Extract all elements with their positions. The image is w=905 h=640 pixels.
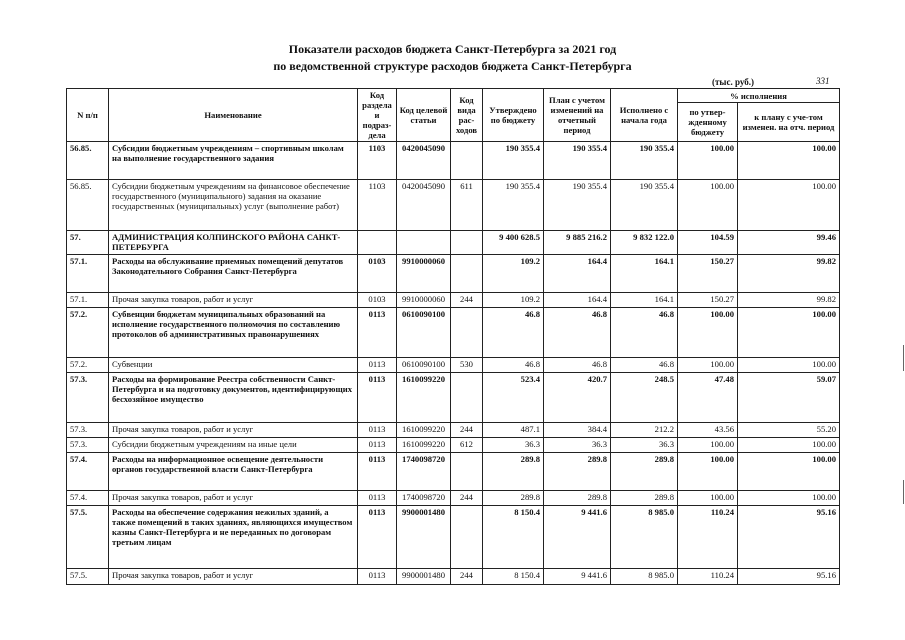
cell-approved: 289.8 [483,491,544,506]
cell-plan: 164.4 [544,293,611,308]
cell-target: 1740098720 [397,453,451,491]
header-target: Код целевой статьи [397,89,451,142]
cell-done: 164.1 [611,255,678,293]
cell-pct-approved: 110.24 [678,506,738,569]
cell-target: 1610099220 [397,438,451,453]
cell-section: 1103 [358,180,397,231]
cell-num: 57.3. [67,373,109,423]
cell-name: Расходы на информационное освещение деятельности органов государственной власти Санкт-Петербурга [109,453,358,491]
header-type: Код вида рас-ходов [451,89,483,142]
header-plan: План с учетом изменений на отчетный период [544,89,611,142]
header-name: Наименование [109,89,358,142]
cell-target [397,231,451,255]
cell-num: 57.5. [67,506,109,569]
cell-done: 190 355.4 [611,142,678,180]
table-row [67,255,840,293]
cell-num: 56.85. [67,180,109,231]
table-row [67,180,840,231]
cell-section: 1103 [358,142,397,180]
cell-target: 0420045090 [397,142,451,180]
cell-done: 289.8 [611,491,678,506]
cell-name: Прочая закупка товаров, работ и услуг [109,491,358,506]
cell-target: 9910000060 [397,255,451,293]
table-header [67,89,840,142]
cell-plan: 9 441.6 [544,506,611,569]
cell-pct-approved: 47.48 [678,373,738,423]
cell-plan: 164.4 [544,255,611,293]
cell-approved: 289.8 [483,453,544,491]
cell-section: 0113 [358,453,397,491]
table-row [67,308,840,358]
cell-plan: 289.8 [544,491,611,506]
cell-pct-approved: 100.00 [678,438,738,453]
cell-approved: 46.8 [483,358,544,373]
cell-done: 248.5 [611,373,678,423]
table-row [67,373,840,423]
cell-num: 57.5. [67,569,109,585]
cell-section: 0113 [358,308,397,358]
table-row [67,231,840,255]
cell-type [451,373,483,423]
table-row [67,438,840,453]
table-row [67,491,840,506]
cell-name: Субсидии бюджетным учреждениям на финансовое обеспечение государственного (муниципального) задания на оказание государственных (муниципальных) услуг (выполнение работ) [109,180,358,231]
cell-num: 57.3. [67,423,109,438]
cell-num: 57.1. [67,255,109,293]
page-number: 331 [816,76,830,86]
cell-pct-plan: 99.82 [738,255,840,293]
cell-target: 1740098720 [397,491,451,506]
cell-type [451,142,483,180]
cell-target: 0610090100 [397,358,451,373]
expenses-table [66,88,840,585]
cell-name: Прочая закупка товаров, работ и услуг [109,569,358,585]
cell-pct-approved: 100.00 [678,491,738,506]
cell-pct-plan: 100.00 [738,438,840,453]
cell-pct-plan: 100.00 [738,308,840,358]
cell-done: 212.2 [611,423,678,438]
cell-name: Расходы на формирование Реестра собственности Санкт-Петербурга и на подготовку документов, идентифицирующих бесхозяйное имущество [109,373,358,423]
cell-section: 0113 [358,438,397,453]
cell-section: 0113 [358,358,397,373]
cell-plan: 289.8 [544,453,611,491]
cell-pct-approved: 100.00 [678,358,738,373]
header-section: Код раздела и подраз-дела [358,89,397,142]
cell-plan: 36.3 [544,438,611,453]
margin-mark [903,480,904,504]
cell-done: 8 985.0 [611,569,678,585]
cell-section: 0113 [358,373,397,423]
cell-section: 0113 [358,569,397,585]
cell-type [451,453,483,491]
cell-approved: 46.8 [483,308,544,358]
cell-section: 0113 [358,423,397,438]
cell-plan: 9 885 216.2 [544,231,611,255]
cell-pct-plan: 100.00 [738,180,840,231]
cell-pct-plan: 100.00 [738,358,840,373]
cell-pct-plan: 100.00 [738,491,840,506]
cell-type: 244 [451,569,483,585]
cell-section: 0103 [358,255,397,293]
cell-type [451,308,483,358]
header-num: N п/п [67,89,109,142]
table-body [67,142,840,585]
cell-pct-approved: 150.27 [678,293,738,308]
cell-section: 0103 [358,293,397,308]
cell-pct-approved: 150.27 [678,255,738,293]
cell-pct-approved: 100.00 [678,180,738,231]
cell-target: 0610090100 [397,308,451,358]
header-pct-approved: по утвер-жденному бюджету [678,103,738,142]
cell-pct-plan: 99.82 [738,293,840,308]
cell-approved: 190 355.4 [483,142,544,180]
cell-plan: 384.4 [544,423,611,438]
cell-approved: 523.4 [483,373,544,423]
cell-type: 530 [451,358,483,373]
cell-section: 0113 [358,506,397,569]
cell-type [451,231,483,255]
header-pct: % исполнения [678,89,840,103]
cell-pct-plan: 100.00 [738,142,840,180]
cell-name: Субсидии бюджетным учреждениям на иные цели [109,438,358,453]
cell-num: 57.2. [67,308,109,358]
cell-plan: 46.8 [544,308,611,358]
table-row [67,569,840,585]
cell-pct-plan: 95.16 [738,569,840,585]
cell-approved: 190 355.4 [483,180,544,231]
cell-pct-approved: 100.00 [678,453,738,491]
cell-num: 57.4. [67,491,109,506]
document-title-line1: Показатели расходов бюджета Санкт-Петербурга за 2021 год [288,42,617,56]
table-row [67,453,840,491]
header-done: Исполнено с начала года [611,89,678,142]
cell-done: 8 985.0 [611,506,678,569]
cell-name: Прочая закупка товаров, работ и услуг [109,423,358,438]
cell-target: 9910000060 [397,293,451,308]
cell-approved: 487.1 [483,423,544,438]
cell-num: 57.3. [67,438,109,453]
cell-plan: 46.8 [544,358,611,373]
units-label: (тыс. руб.) [712,77,754,87]
cell-done: 46.8 [611,358,678,373]
cell-pct-approved: 100.00 [678,308,738,358]
cell-num: 57.1. [67,293,109,308]
table-row [67,423,840,438]
cell-type: 612 [451,438,483,453]
margin-mark [903,345,904,371]
cell-num: 57.4. [67,453,109,491]
cell-type: 611 [451,180,483,231]
cell-target: 9900001480 [397,569,451,585]
cell-approved: 8 150.4 [483,569,544,585]
cell-target: 1610099220 [397,423,451,438]
table-row [67,293,840,308]
cell-done: 36.3 [611,438,678,453]
cell-plan: 190 355.4 [544,142,611,180]
cell-pct-approved: 110.24 [678,569,738,585]
table-row [67,142,840,180]
cell-type [451,506,483,569]
cell-name: Субвенции бюджетам муниципальных образований на исполнение государственного полномочия по составлению протоколов об административных правонарушениях [109,308,358,358]
cell-target: 0420045090 [397,180,451,231]
cell-done: 46.8 [611,308,678,358]
cell-approved: 109.2 [483,293,544,308]
cell-type: 244 [451,423,483,438]
cell-name: Субвенции [109,358,358,373]
cell-pct-approved: 104.59 [678,231,738,255]
cell-num: 57. [67,231,109,255]
cell-plan: 9 441.6 [544,569,611,585]
cell-pct-plan: 55.20 [738,423,840,438]
cell-pct-approved: 100.00 [678,142,738,180]
cell-done: 190 355.4 [611,180,678,231]
cell-name: АДМИНИСТРАЦИЯ КОЛПИНСКОГО РАЙОНА САНКТ-ПЕТЕРБУРГА [109,231,358,255]
header-pct-plan: к плану с уче-том изменен. на отч. период [738,103,840,142]
table-row [67,506,840,569]
cell-approved: 109.2 [483,255,544,293]
cell-target: 9900001480 [397,506,451,569]
cell-approved: 8 150.4 [483,506,544,569]
header-approved: Утверждено по бюджету [483,89,544,142]
cell-pct-plan: 59.07 [738,373,840,423]
cell-pct-approved: 43.56 [678,423,738,438]
cell-name: Прочая закупка товаров, работ и услуг [109,293,358,308]
cell-num: 57.2. [67,358,109,373]
cell-type: 244 [451,491,483,506]
cell-done: 164.1 [611,293,678,308]
cell-name: Расходы на обслуживание приемных помещений депутатов Законодательного Собрания Санкт-Петербурга [109,255,358,293]
cell-approved: 9 400 628.5 [483,231,544,255]
cell-type: 244 [451,293,483,308]
cell-section: 0113 [358,491,397,506]
cell-num: 56.85. [67,142,109,180]
cell-pct-plan: 95.16 [738,506,840,569]
cell-plan: 190 355.4 [544,180,611,231]
cell-type [451,255,483,293]
document-title-line2: по ведомственной структуре расходов бюджета Санкт-Петербурга [273,59,632,73]
cell-name: Расходы на обеспечение содержания нежилых зданий, а также помещений в таких зданиях, являющихся имуществом казны Санкт-Петербурга и не переданных по договорам третьим лицам [109,506,358,569]
table-row [67,358,840,373]
cell-target: 1610099220 [397,373,451,423]
cell-done: 9 832 122.0 [611,231,678,255]
cell-name: Субсидии бюджетным учреждениям – спортивным школам на выполнение государственного задания [109,142,358,180]
cell-section [358,231,397,255]
cell-pct-plan: 100.00 [738,453,840,491]
cell-approved: 36.3 [483,438,544,453]
cell-done: 289.8 [611,453,678,491]
cell-plan: 420.7 [544,373,611,423]
cell-pct-plan: 99.46 [738,231,840,255]
